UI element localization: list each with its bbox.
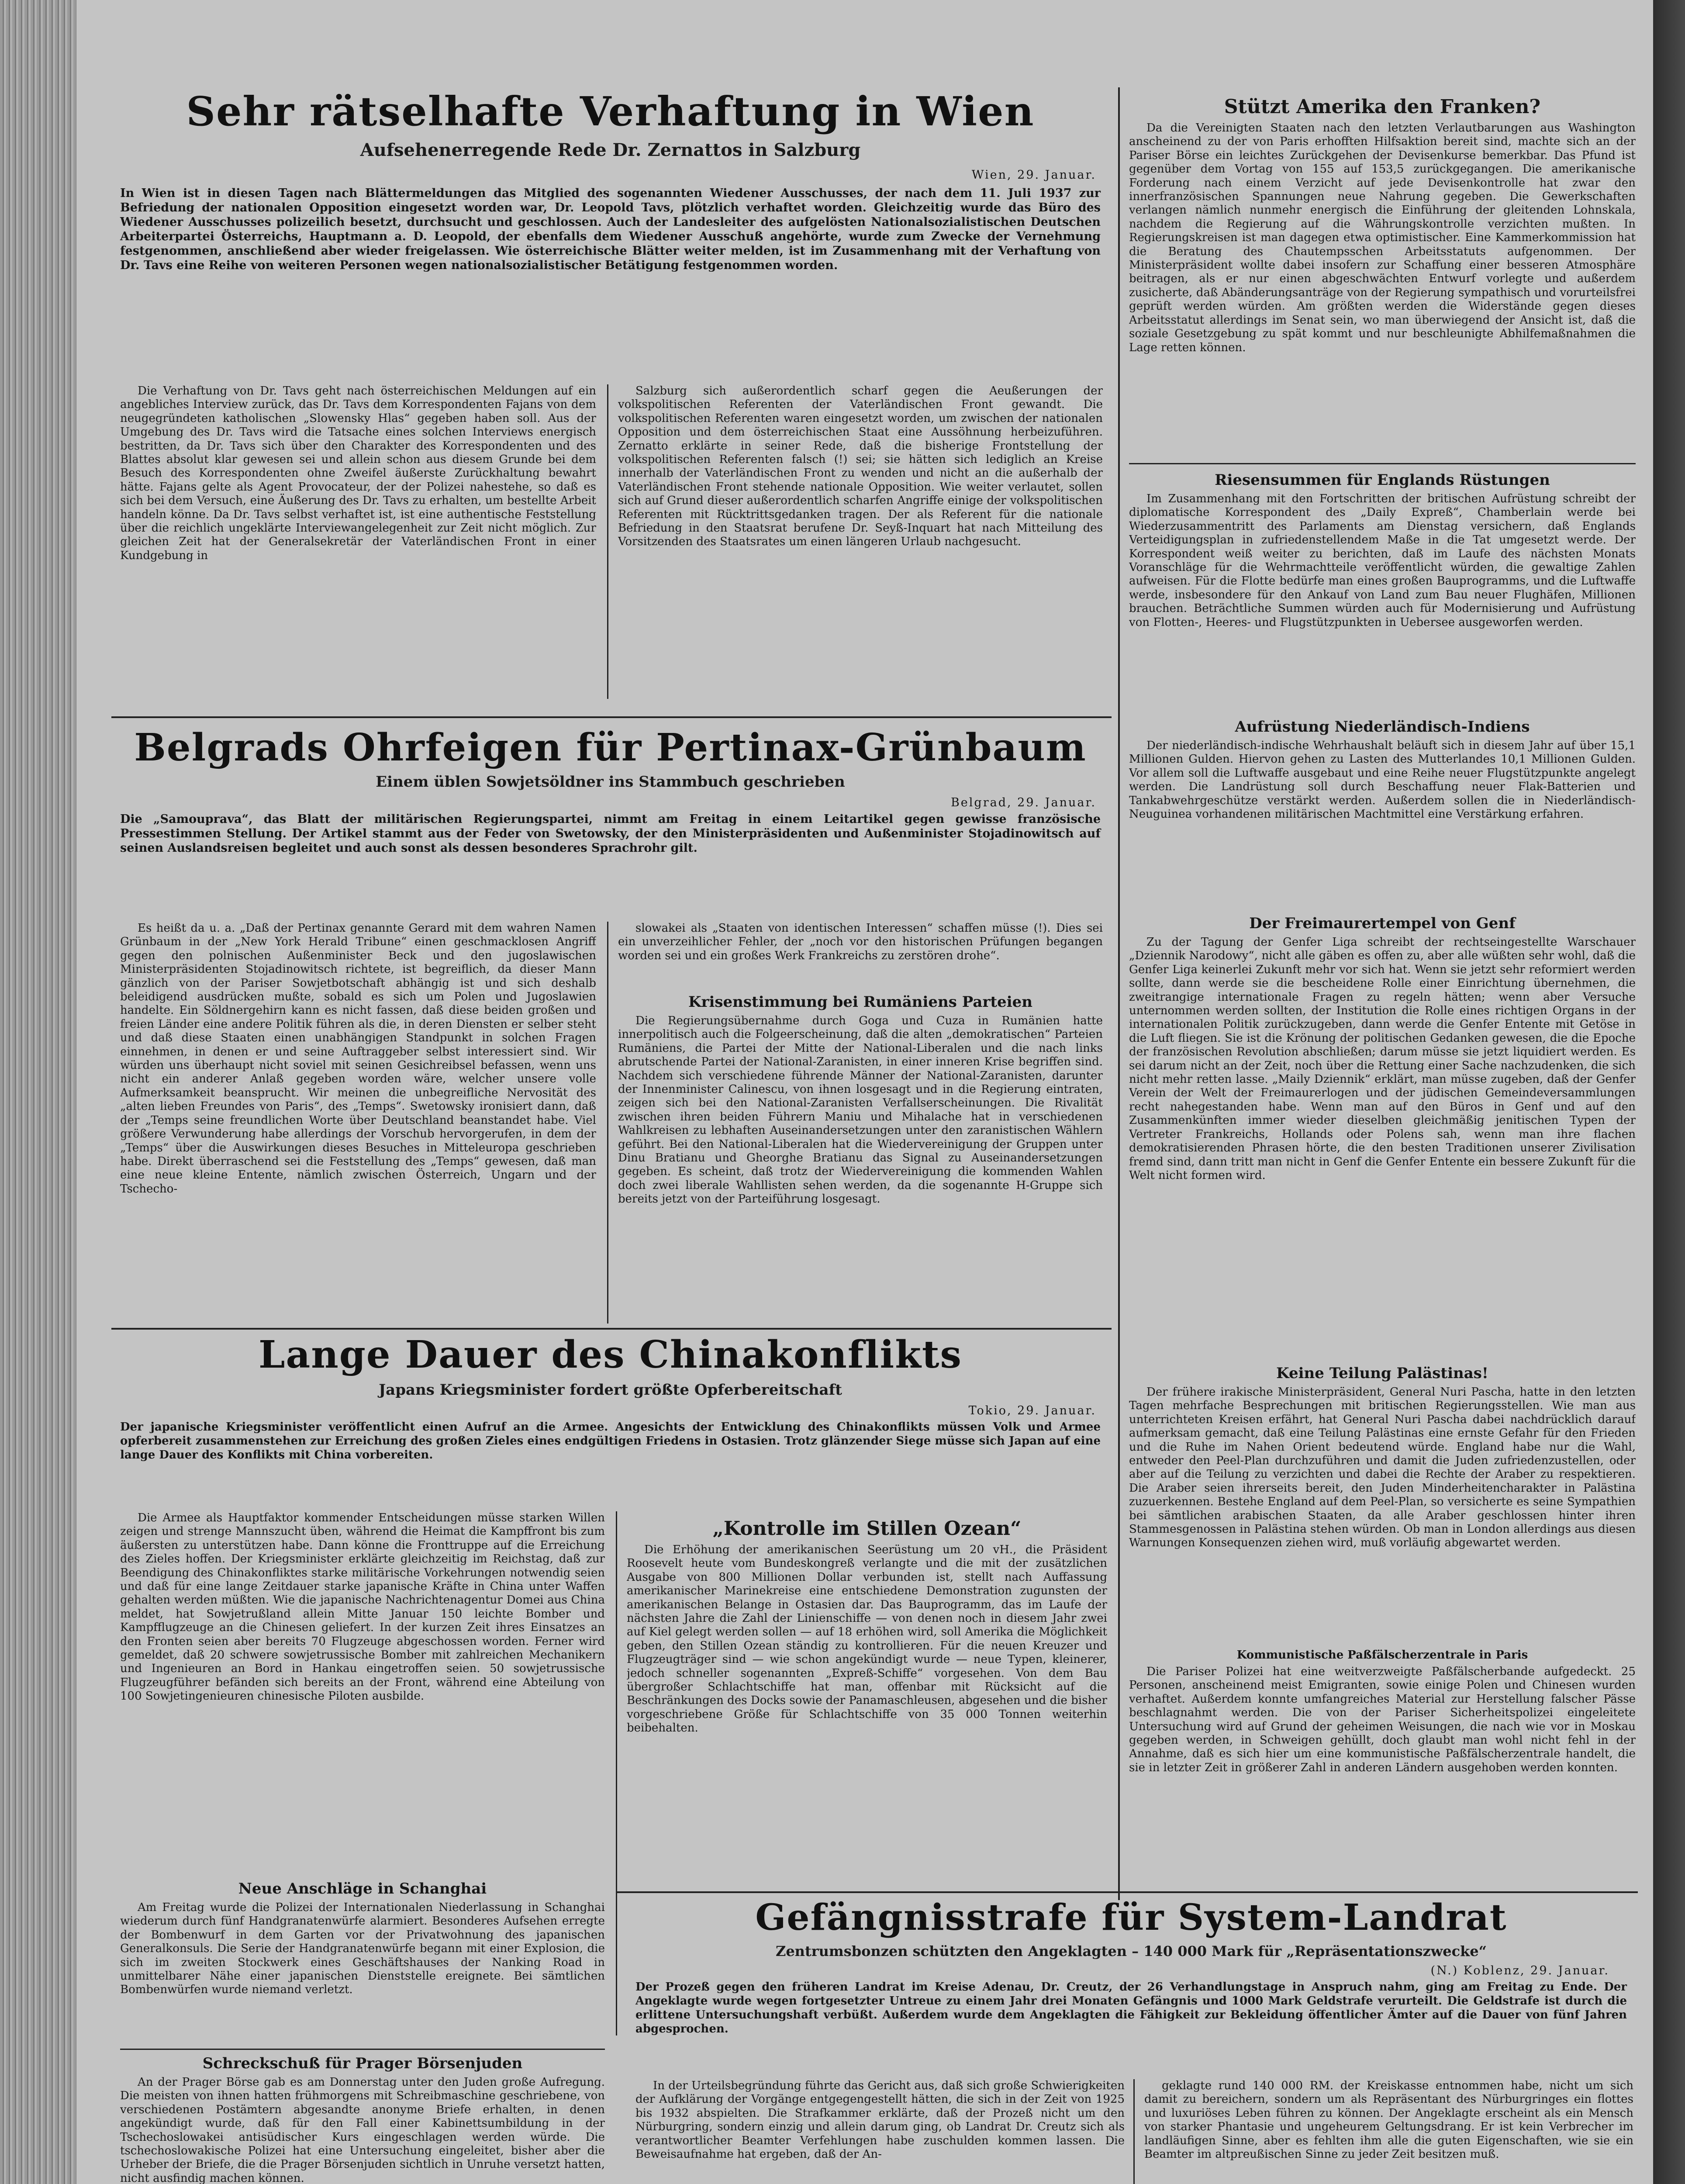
article-schanghai bbox=[120, 1878, 605, 2054]
body-text: Die Armee als Hauptfaktor kommender Entscheidungen müsse starken Willen zeigen und strenge Mannszucht üben, während die Heimat die Kampffront bis zum äußersten zu unterstützen habe. Dann könne die Fronttruppe auf die Erreichung des Zieles hoffen. Der Kriegsminister erklärte gleichzeitig im Reichstag, daß zur Beendigung des Chinakonfliktes starke militärische Vorkehrungen notwendig seien und daß für eine lange Zeitdauer starke japanische Kräfte in China unter Waffen gehalten werden müßten. Wie die japanische Nachrichtenagentur Domei aus China meldet, hat Sowjetrußland allein Mitte Januar 150 leichte Bomber und Kampfflugzeuge an die Chinesen geliefert. In der kurzen Zeit ihres Einsatzes an den Fronten seien aber bereits 70 Flugzeuge abgeschossen worden. Ferner wird gemeldet, daß 20 schwere sowjetrussische Bomber mit zahlreichen Mechanikern und Ingenieuren an Bord in Hankau eingetroffen seien. 50 sowjetrussische Flugzeugführer befänden sich bereits an der Front, während eine Abteilung von 100 Sowjetingenieuren chinesische Piloten ausbilde. bbox=[120, 1511, 605, 1703]
article-column bbox=[120, 922, 596, 1324]
headline: Sehr rätselhafte Verhaftung in Wien bbox=[186, 88, 1035, 135]
body-text: Am Freitag wurde die Polizei der Internationalen Niederlassung in Schanghai wiederum durch fünf Handgranatenwürfe alarmiert. Besonderes Aufsehen erregte der Bombenwurf in dem Garten vor der Privatwohnung des japanischen Generalkonsuls. Die Serie der Handgranatenwürfe begann mit einer Explosion, die sich im zweiten Stockwerk eines Geschäftshauses der Nanking Road in unmittelbarer Nähe einer japanischen Dienststelle ereignete. Bei sämtlichen Bombenwürfen wurde niemand verletzt. bbox=[120, 1901, 605, 1997]
column-rule bbox=[607, 922, 608, 1324]
body-text: Die Regierungsübernahme durch Goga und Cuza in Rumänien hatte innerpolitisch auch die Folgeerscheinung, daß die alten „demokratischen“ Parteien Rumäniens, die Partei der Mitte der National-Liberalen und die nach links abrutschende Partei der National-Zaranisten, in einer inneren Krise begriffen sind. Nachdem sich verschiedene führende Männer der National-Zaranisten, darunter der Innenminister Calinescu, von ihnen losgesagt und in die Regierung eintraten, zeigen sich bei den National-Zaranisten Verfallserscheinungen. Die Rivalität zwischen ihren beiden Führern Maniu und Mihalache hat in verschiedenen Wahlkreisen zu lebhaften Auseinandersetzungen unter den zaranistischen Wählern geführt. Bei den National-Liberalen hat die Wiedervereinigung der Gruppen unter Dinu Bratianu und Gheorghe Bratianu das Signal zu Auseinandersetzungen gegeben. Es scheint, daß trotz der Wiedervereinigung die kommenden Wahlen doch zwei liberale Wahllisten sehen werden, da die sogenannte H-Gruppe sich bereits jetzt von der Parteiführung losgesagt. bbox=[618, 1014, 1103, 1206]
section-title: Neue Anschläge in Schanghai bbox=[238, 1880, 487, 1897]
article-column bbox=[635, 2079, 1125, 2184]
section-divider bbox=[616, 1891, 1638, 1893]
body-text: Der niederländisch-indische Wehrhaushalt beläuft sich in diesem Jahr auf über 15,1 Millionen Gulden. Hiervon gehen zu Lasten des Mutterlandes 10,1 Millionen Gulden. Vor allem soll die Luftwaffe ausgebaut und eine Reihe neuer Flugstützpunkte angelegt werden. Die Landrüstung soll durch Beschaffung neuer Flak-Batterien und Tankabwehrgeschütze verstärkt werden. Außerdem sollen die in Niederländisch-Neuguinea vorhandenen militärischen Machtmittel eine Verstärkung erfahren. bbox=[1129, 739, 1636, 821]
section-title: Aufrüstung Niederländisch-Indiens bbox=[1235, 718, 1530, 736]
article-body bbox=[1129, 1386, 1636, 1648]
column-rule bbox=[1133, 2079, 1135, 2184]
lead-paragraph: Die „Samouprava“, das Blatt der militärischen Regierungspartei, nimmt am Freitag in einem Leitartikel gegen gewisse französische Pressestimmen Stellung. Der Artikel stammt aus der Feder von Swetowsky, der den Ministerpräsidenten und Außenminister Stojadinowitsch auf seinen Auslandsreisen begleitet und auch sonst als dessen besonderes Sprachrohr gilt. bbox=[120, 812, 1101, 855]
newspaper-page bbox=[76, 0, 1653, 2184]
article-column bbox=[120, 384, 596, 699]
article-body bbox=[120, 2076, 605, 2184]
headline: Belgrads Ohrfeigen für Pertinax-Grünbaum bbox=[134, 726, 1087, 770]
book-binding-edge bbox=[0, 0, 76, 2184]
article-body bbox=[1129, 936, 1636, 1372]
section-title: Riesensummen für Englands Rüstungen bbox=[1215, 471, 1550, 489]
section-title: Krisenstimmung bei Rumäniens Parteien bbox=[688, 993, 1032, 1011]
article-belgrad bbox=[111, 725, 1109, 855]
lead-paragraph: Der Prozeß gegen den früheren Landrat im Kreise Adenau, Dr. Creutz, der 26 Verhandlungstage in Anspruch nahm, ging am Freitag zu Ende. Der Angeklagte wurde wegen fortgesetzter Untreue zu einem Jahr drei Monaten Gefängnis und 1000 Mark Geldstrafe verurteilt. Die Geldstrafe ist durch die erlittene Untersuchungshaft verbüßt. Außerdem wurde dem Angeklagten die Fähigkeit zur Bekleidung öffentlicher Ämter auf die Dauer von fünf Jahren abgesprochen. bbox=[635, 1980, 1627, 2035]
page-shadow-edge bbox=[1653, 0, 1685, 2184]
body-text: Die Erhöhung der amerikanischen Seerüstung um 20 vH., die Präsident Roosevelt heute vom Bundeskongreß verlangte und die mit der zusätzlichen Ausgabe von 800 Millionen Dollar verbunden ist, stellt nach Auffassung amerikanischer Marinekreise eine entschiedene Demonstration zugunsten der amerikanischen Belange in Ostasien dar. Das Bauprogramm, das im Laufe der nächsten Jahre die Zahl der Linienschiffe — von denen noch in diesem Jahr zwei auf Kiel gelegt werden sollen — auf 18 erhöhen wird, soll Amerika die Möglichkeit geben, den Stillen Ozean ständig zu kontrollieren. Für die neuen Kreuzer und Flugzeugträger sind — wie schon angekündigt wurde — neue Typen, kleinerer, jedoch schneller sogenannten „Expreß-Schiffe“ vorgesehen. Von dem Bau übergroßer Schlachtschiffe hat man, offenbar mit Rücksicht auf die Beschränkungen des Docks sowie der Panamaschleusen, abgesehen und die bisher vorgeschriebene Größe für Schlachtschiffe von 35 000 Tonnen weiterhin beibehalten. bbox=[627, 1543, 1107, 1735]
body-text: slowakei als „Staaten von identischen Interessen“ schaffen müsse (!). Dies sei ein unverzeihlicher Fehler, der „noch vor den historischen Prüfungen begangen worden sei und ein großes Werk Frankreichs zu zerstören drohe“. bbox=[618, 922, 1103, 962]
section-divider bbox=[120, 2049, 605, 2050]
article-verhaftung-wien bbox=[111, 87, 1109, 273]
body-text: Zu der Tagung der Genfer Liga schreibt der rechtseingestellte Warschauer „Dziennik Narodowy“, nicht alle gäben es offen zu, aber alle wüßten sehr wohl, daß die Genfer Liga keinerlei Zukunft mehr vor sich hat. Wenn sie jetzt sehr reformiert werden sollte, dann werde sie die bescheidene Rolle einer Einrichtung übernehmen, die zweitrangige internationale Fragen zu regeln hätten; wenn aber Versuche unternommen werden sollten, der Institution die Rolle eines richtigen Organs in der internationalen Politik zurückzugeben, dann werde die Genfer Entente mit Getöse in die Luft fliegen. Sie ist die Krönung der politischen Gedanken gewesen, die die Epoche der französischen Revolution abschließen; darum müsse sie jetzt liquidiert werden. Es sei darum nicht an der Zeit, noch über die Rettung einer Sache nachzudenken, die sich nicht mehr retten lasse. „Maily Dziennik“ erklärt, man müsse zugeben, daß der Genfer Verein der Welt der Freimaurerlogen und der jüdischen Gemeindeversammlungen recht nahegestanden habe. Wenn man auf den Büros in Genf und auf den Zusammenkünften immer wieder dieselben gleichmäßig jenitischen Typen der Vertreter Frankreichs, Hollands oder Polens sah, wenn man ihre flachen demokratisierenden Phrasen hörte, die den besten Traditionen unserer Zivilisation fremd sind, dann tritt man nicht in Genf die Genfer Entente ein bessere Zukunft für die Welt nicht formen wird. bbox=[1129, 936, 1636, 1182]
article-body bbox=[1129, 739, 1636, 901]
section-title: Stützt Amerika den Franken? bbox=[1224, 96, 1541, 118]
headline: Gefängnisstrafe für System-Landrat bbox=[755, 1897, 1507, 1939]
article-genf bbox=[1129, 913, 1636, 1372]
article-chinakonflikt bbox=[111, 1332, 1109, 1462]
article-body bbox=[1129, 492, 1636, 715]
article-body bbox=[1129, 1665, 1636, 1875]
body-text: Da die Vereinigten Staaten nach den letzten Verlautbarungen aus Washington anscheinend zu der von Paris erhofften Hilfsaktion bereit sind, machte sich an der Pariser Börse ein leichtes Zurückgehen der Devisenkurse bemerkbar. Das Pfund ist gegenüber dem Vortag von 155 auf 153,5 zurückgegangen. Die amerikanische Forderung nach einem Verzicht auf jede Devisenkontrolle hat zwar den innerfranzösischen Spannungen neue Nahrung gegeben. Die Gewerkschaften verlangen nämlich nunmehr energisch die Einführung der gleitenden Lohnskala, nachdem die Regierung auf die Währungskontrolle verzichten mußten. In Regierungskreisen ist man dagegen etwa optimistischer. Eine Kammerkommission hat die Beratung des Chautempsschen Arbeitsstatuts aufgenommen. Der Ministerpräsident wollte dabei insofern zur Schaffung einer besseren Atmosphäre beitragen, als er nur einen abgeschwächten Entwurf vorlegte und außerdem zusicherte, daß Abänderungsanträge von der Regierung sympathisch und vorurteilsfrei geprüft werden würden. Am größten werden die Widerstände gegen dieses Arbeitsstatut allerdings im Senat sein, wo man überwiegend der Ansicht ist, daß die soziale Gesetzgebung zu spät kommt und nur beschleunigte Abhilfemaßnahmen die Lage retten können. bbox=[1129, 121, 1636, 354]
article-stiller-ozean bbox=[627, 1516, 1107, 1814]
section-title: „Kontrolle im Stillen Ozean“ bbox=[712, 1517, 1022, 1540]
body-text: An der Prager Börse gab es am Donnerstag unter den Juden große Aufregung. Die meisten von ihnen hatten frühmorgens mit Schreibmaschine geschriebene, von verschiedenen Postämtern abgesandte anonyme Briefe erhalten, in denen angekündigt wurde, daß für den Fall einer Kabinettsumbildung in der Tschechoslowakei antisüdischer Kurs eingeschlagen werden würde. Die tschechoslowakische Polizei hat eine Untersuchung eingeleitet, bisher aber die Urheber der Briefe, die die Prager Börsenjuden sichtlich in Unruhe versetzt hatten, nicht ausfindig machen können. bbox=[120, 2076, 605, 2184]
article-column bbox=[618, 384, 1103, 699]
article-landrat bbox=[627, 1896, 1636, 2036]
dateline: (N.) Koblenz, 29. Januar. bbox=[1430, 1964, 1609, 1977]
article-column bbox=[1144, 2079, 1633, 2184]
dateline: Tokio, 29. Januar. bbox=[968, 1404, 1096, 1417]
subheadline: Japans Kriegsminister fordert größte Opferbereitschaft bbox=[379, 1381, 842, 1399]
headline: Lange Dauer des Chinakonflikts bbox=[259, 1333, 962, 1377]
lead-paragraph: In Wien ist in diesen Tagen nach Blättermeldungen das Mitglied des sogenannten Wiedener Ausschusses, der nach dem 11. Juli 1937 zur Befriedung der nationalen Opposition eingesetzt worden war, Dr. Leopold Tavs, plötzlich verhaftet worden. Gleichzeitig wurde das Büro des Wiedener Ausschusses polizeilich besetzt, durchsucht und geschlossen. Auch der Landesleiter des aufgelösten Nationalsozialistischen Deutschen Arbeiterpartei Österreichs, Hauptmann a. D. Leopold, der ebenfalls dem Wiedener Ausschuß angehörte, wurde zum Zwecke der Vernehmung festgenommen, anschließend aber wieder freigelassen. Wie österreichische Blätter weiter melden, ist im Zusammenhang mit der Verhaftung von Dr. Tavs eine Reihe von weiteren Personen wegen nationalsozialistischer Betätigung festgenommen worden. bbox=[120, 187, 1101, 272]
section-title: Schreckschuß für Prager Börsenjuden bbox=[202, 2055, 523, 2072]
body-text: In der Urteilsbegründung führte das Gericht aus, daß sich große Schwierigkeiten der Aufklärung der Vorgänge entgegengestellt hätten, die sich in der Zeit von 1925 bis 1932 abspielten. Die Strafkammer erklärte, daß der Prozeß nicht um den Nürburgring, sondern einzig und allein darum ging, ob Landrat Dr. Creutz sich als verantwortlicher Beamter Verfehlungen habe zuschulden kommen lassen. Die Beweisaufnahme hat ergeben, daß der An- bbox=[635, 2079, 1125, 2161]
body-text: Der frühere irakische Ministerpräsident, General Nuri Pascha, hatte in den letzten Tagen mehrfache Besprechungen mit britischen Regierungsstellen. Wie man aus unterrichteten Kreisen erfährt, hat General Nuri Pascha dabei nachdrücklich darauf aufmerksam gemacht, daß eine Teilung Palästinas eine ernste Gefahr für den Frieden und die Ruhe im Nahen Orient bedeutend würde. England habe nur die Wahl, entweder den Peel-Plan durchzuführen und damit die Juden zufriedenzustellen, oder aber auf die Teilung zu verzichten und dabei die Rechte der Araber zu respektieren. Die Araber seien ihrerseits bereit, den Juden Minderheitencharakter in Palästina zuzuerkennen. Bestehe England auf dem Peel-Plan, so versicherte es seine Sympathien bei sämtlichen arabischen Staaten, da alle Araber geschlossen hinter ihren Stammesgenossen in Palästina stehen würden. Ob man in London allerdings aus diesen Warnungen Konsequenzen ziehen wird, muß vorläufig abgewartet werden. bbox=[1129, 1386, 1636, 1550]
article-palaestina bbox=[1129, 1363, 1636, 1648]
article-franken bbox=[1129, 94, 1636, 445]
section-divider bbox=[111, 1328, 1112, 1330]
article-prager-boerse bbox=[120, 2053, 605, 2184]
subheadline: Aufsehenerregende Rede Dr. Zernattos in Salzburg bbox=[360, 140, 861, 160]
section-title: Der Freimaurertempel von Genf bbox=[1249, 915, 1516, 932]
article-body bbox=[627, 1543, 1107, 1814]
section-title: Kommunistische Paßfälscherzentrale in Paris bbox=[1236, 1648, 1528, 1662]
article-rumaenien bbox=[618, 992, 1103, 1316]
column-rule bbox=[616, 1511, 617, 2035]
column-rule bbox=[607, 384, 608, 699]
article-passfaelscher bbox=[1129, 1647, 1636, 1875]
dateline: Belgrad, 29. Januar. bbox=[950, 796, 1096, 809]
section-divider bbox=[111, 716, 1112, 718]
article-column bbox=[618, 922, 1103, 987]
article-england-ruestung bbox=[1129, 470, 1636, 715]
dateline: Wien, 29. Januar. bbox=[971, 168, 1096, 182]
body-text: Salzburg sich außerordentlich scharf gegen die Aeußerungen der volkspolitischen Referenten der Vaterländischen Front gewandt. Die volkspolitischen Referenten waren eingesetzt worden, um zwischen der nationalen Opposition und dem österreichischen Staat eine Aussöhnung herbeizuführen. Zernatto erklärte in seiner Rede, daß die bisherige Frontstellung der volkspolitischen Referenten falsch (!) sei; sie hätten sich lediglich an Kreise innerhalb der Vaterländischen Front zu wenden und nicht an die außerhalb der Vaterländischen Front stehende nationale Opposition. Wie weiter verlautet, sollen sich auf Grund dieser außerordentlich scharfen Angriffe einige der volkspolitischen Referenten mit Rücktrittsgedanken tragen. Der als Referent für die nationale Befriedung in den Staatsrat berufene Dr. Seyß-Inquart hat nach Mitteilung des Vorsitzenden des Staatsrates um einen längeren Urlaub nachgesucht. bbox=[618, 384, 1103, 549]
subheadline: Zentrumsbonzen schützten den Angeklagten – 140 000 Mark für „Repräsentationszwecke“ bbox=[775, 1943, 1487, 1959]
body-text: Die Pariser Polizei hat eine weitverzweigte Paßfälscherbande aufgedeckt. 25 Personen, anscheinend meist Emigranten, sowie einige Polen und Chinesen wurden verhaftet. Außerdem konnte umfangreiches Material zur Herstellung falscher Pässe beschlagnahmt werden. Die von der Pariser Sicherheitspolizei eingeleitete Untersuchung wird auf Grund der geheimen Weisungen, die nach wie vor in Moskau gegeben werden, in Schweigen gehüllt, doch glaubt man wohl nicht fehl in der Annahme, daß es sich hier um eine kommunistische Paßfälscherzentrale handelt, die sie in letzter Zeit in größerer Zahl in anderen Ländern ausgehoben werden konnten. bbox=[1129, 1665, 1636, 1774]
body-text: Die Verhaftung von Dr. Tavs geht nach österreichischen Meldungen auf ein angebliches Interview zurück, das Dr. Tavs dem Korrespondenten Fajans von dem neugegründeten katholischen „Slowensky Hlas“ gegeben haben soll. Aus der Umgebung des Dr. Tavs wird die Tatsache eines solchen Interviews energisch bestritten, da Dr. Tavs sich über den Charakter des Korrespondenten und des Blattes absolut klar gewesen sei und allein schon aus diesem Grunde bei dem Besuch des Korrespondenten ohne Zweifel äußerste Zurückhaltung bewahrt hätte. Fajans gelte als Agent Provocateur, der der Polizei nahestehe, so daß es sich bei dem Versuch, eine Äußerung des Dr. Tavs zu erhalten, um bestellte Arbeit handeln könne. Da Dr. Tavs selbst verhaftet ist, ist eine authentische Feststellung über die reichlich ungeklärte Interviewangelegenheit zur Zeit nicht möglich. Zur gleichen Zeit hat der Generalsekretär der Vaterländischen Front in einer Kundgebung in bbox=[120, 384, 596, 562]
article-column bbox=[120, 1511, 605, 1865]
subheadline: Einem üblen Sowjetsöldner ins Stammbuch geschrieben bbox=[376, 773, 845, 791]
body-text: geklagte rund 140 000 RM. der Kreiskasse entnommen habe, nicht um sich damit zu bereichern, sondern um als Repräsentant des Nürburgringes ein flottes und luxuriöses Leben führen zu können. Der Angeklagte erscheint als ein Mensch von starker Phantasie und ungeheurem Geltungsdrang. Er ist kein Verbrecher im landläufigen Sinne, aber es fehlten ihm alle die guten Eigenschaften, wie sie ein Beamter im altpreußischen Sinne zu jeder Zeit besitzen muß. bbox=[1144, 2079, 1633, 2161]
column-rule bbox=[1118, 87, 1120, 1900]
section-title: Keine Teilung Palästinas! bbox=[1276, 1365, 1488, 1382]
article-body bbox=[120, 1901, 605, 2054]
article-niederlaendisch-indien bbox=[1129, 716, 1636, 901]
article-body bbox=[618, 1014, 1103, 1316]
lead-paragraph: Der japanische Kriegsminister veröffentlicht einen Aufruf an die Armee. Angesichts der Entwicklung des Chinakonflikts müssen Volk und Armee opferbereit zusammenstehen zur Erreichung des großen Zieles eines endgültigen Friedens in Ostasien. Trotz glänzender Siege müsse sich Japan auf eine lange Dauer des Konflikts mit China vorbereiten. bbox=[120, 1420, 1101, 1462]
body-text: Es heißt da u. a. „Daß der Pertinax genannte Gerard mit dem wahren Namen Grünbaum in der „New York Herald Tribune“ einen geschmacklosen Angriff gegen den polnischen Außenminister Beck und den jugoslawischen Ministerpräsidenten Stojadinowitsch richtete, ist begreiflich, da dieser Mann gänzlich von der Pariser Sowjetbotschaft abhängig ist und sich deshalb beleidigend ausdrücken mußte, sobald es sich um Polen und Jugoslawien handelte. Ein Söldnergehirn kann es nicht fassen, daß diese beiden großen und freien Länder eine andere Politik führen als die, in deren Diensten er selber steht und daß diese Staaten einen unabhängigen Standpunkt in solchen Fragen einnehmen, in denen er und seine Auftraggeber selbst interessiert sind. Wir würden uns überhaupt nicht soviel mit seinen Gesichreibsel befassen, wenn uns nicht ein anderer Anlaß gegeben worden wäre, welcher unsere volle Aufmerksamkeit beansprucht. Wir meinen die unbegreifliche Nervosität des „alten lieben Freundes von Paris“, des „Temps“. Swetowsky ironisiert dann, daß der „Temps seine freundlichen Worte über Deutschland beanstandet habe. Viel größere Verwunderung habe allerdings der Vorschub hervorgerufen, in dem der „Temps“ über die Auswirkungen dieses Besuches in Mitteleuropa geschrieben habe. Direkt überraschend sei die Feststellung des „Temps“ gewesen, daß man eine neue kleine Entente, nämlich zwischen Österreich, Ungarn und der Tschecho- bbox=[120, 922, 596, 1196]
section-divider bbox=[1129, 463, 1636, 464]
body-text: Im Zusammenhang mit den Fortschritten der britischen Aufrüstung schreibt der diplomatische Korrespondent des „Daily Expreß“, Chamberlain werde bei Wiederzusammentritt des Parlaments am Dienstag versichern, daß Englands Verteidigungsplan in zufriedenstellendem Maße in die Tat umgesetzt werde. Der Korrespondent weiß weiter zu berichten, daß im Laufe des nächsten Monats Voranschläge für die Wehrmachtteile veröffentlicht würden, die gewaltige Zahlen aufweisen. Für die Flotte bedürfe man eines großen Bauprogramms, und die Luftwaffe werde, insbesondere für den Ankauf von Land zum Bau neuer Flughäfen, Millionen brauchen. Beträchtliche Summen würden auch für Modernisierung und Aufrüstung von Flotten-, Heeres- und Flugstützpunkten in Uebersee ausgeworfen werden. bbox=[1129, 492, 1636, 629]
article-body bbox=[1129, 121, 1636, 445]
